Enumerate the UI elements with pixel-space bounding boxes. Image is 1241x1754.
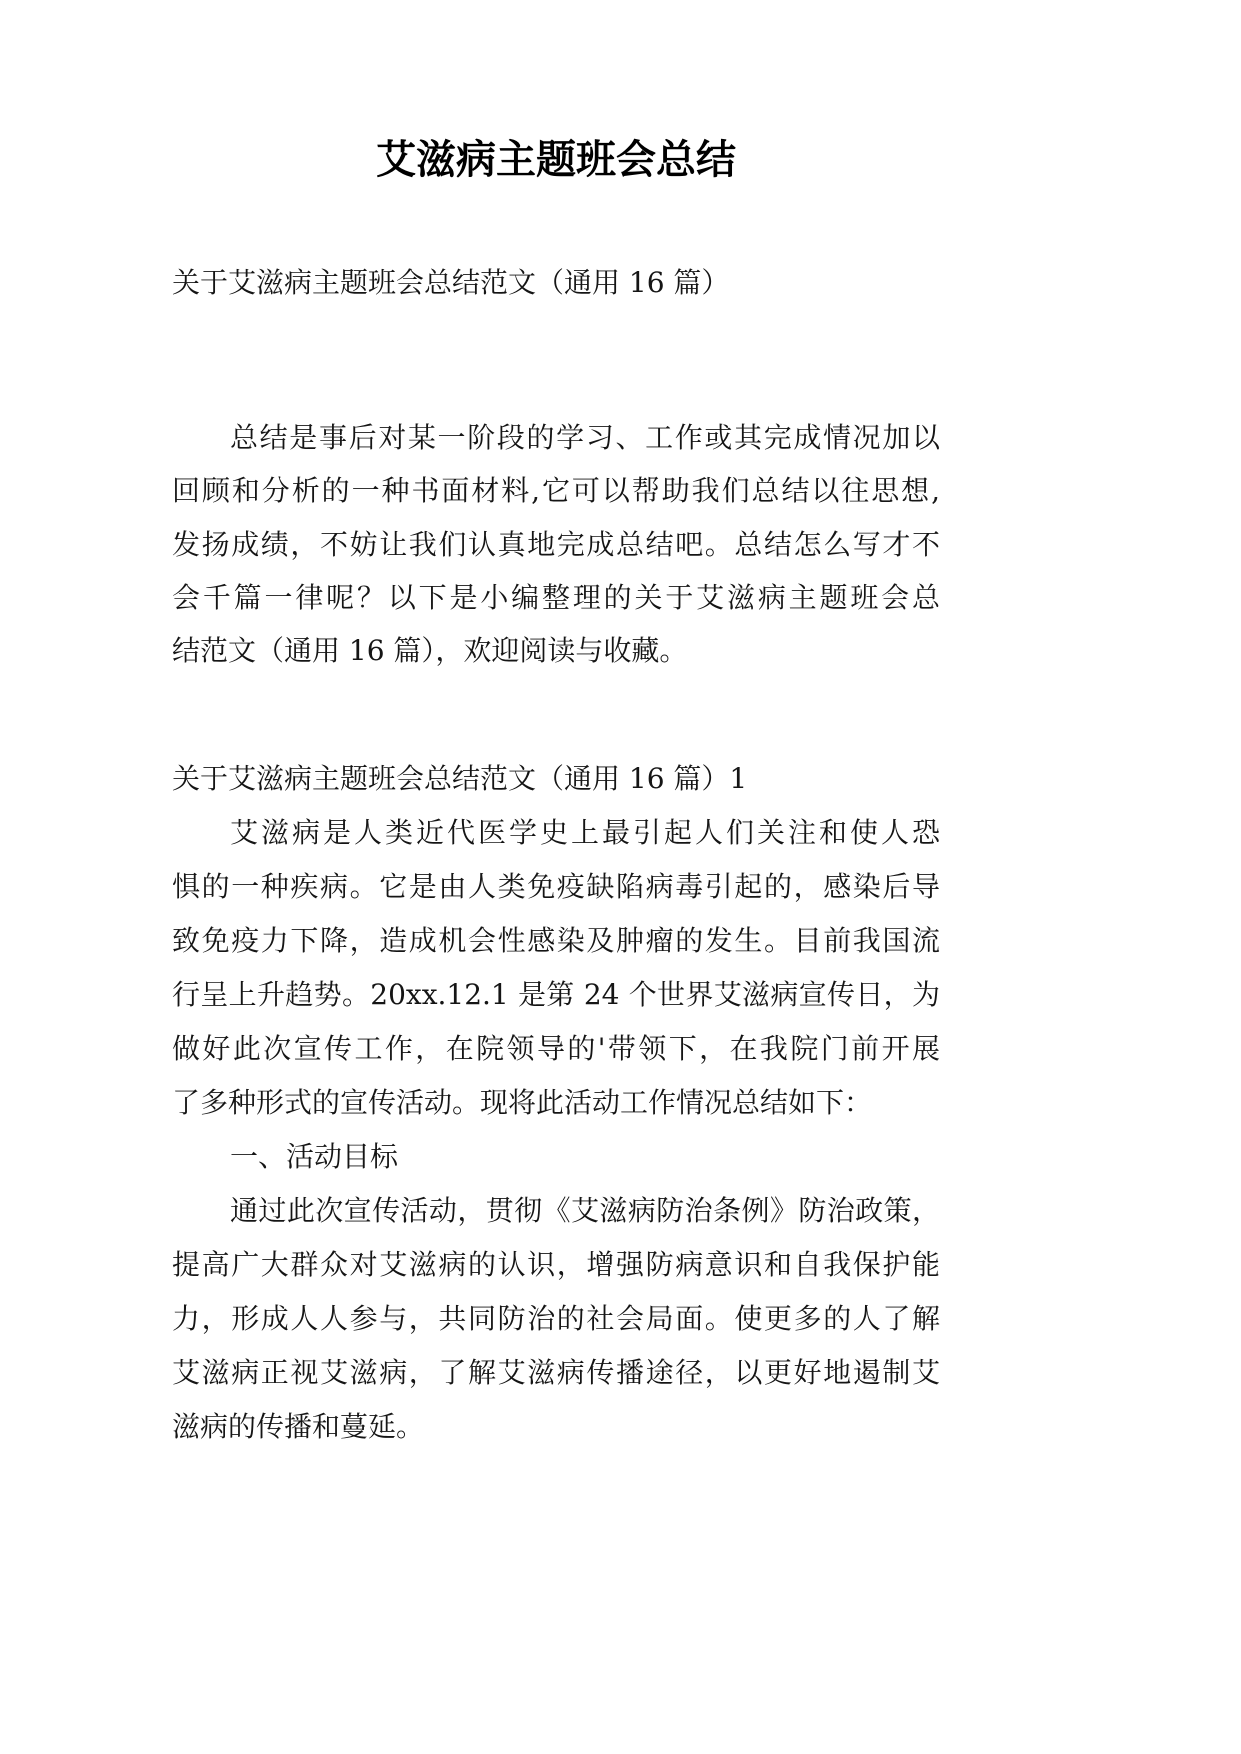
intro-line: 总结是事后对某一阶段的学习、工作或其完成情况加以 [230,421,940,454]
intro-line: 结范文（通用 16 篇），欢迎阅读与收藏。 [172,634,688,668]
document-subtitle-block [172,256,940,310]
paragraph-line: 行呈上升趋势。20xx.12.1 是第 24 个世界艾滋病宣传日，为 [172,978,940,1011]
paragraph-line: 滋病的传播和蔓延。 [172,1410,425,1443]
intro-paragraph [172,411,940,677]
section-paragraph [172,806,940,1130]
subheading-activity-goal [172,1130,940,1184]
paragraph-line: 艾滋病是人类近代医学史上最引起人们关注和使人恐 [230,816,940,849]
section-paragraph [172,1184,940,1454]
intro-line: 发扬成绩，不妨让我们认真地完成总结吧。总结怎么写才不 [172,527,940,561]
paragraph-line: 通过此次宣传活动，贯彻《艾滋病防治条例》防治政策， [230,1194,940,1227]
paragraph-line: 致免疫力下降，造成机会性感染及肿瘤的发生。目前我国流 [172,924,940,957]
section-1 [172,752,940,1454]
intro-line: 回顾和分析的一种书面材料,它可以帮助我们总结以往思想, [172,474,940,508]
subheading-line: 一、活动目标 [230,1140,399,1173]
paragraph-line: 做好此次宣传工作，在院领导的'带领下，在我院门前开展 [172,1032,940,1065]
intro-line: 会千篇一律呢？以下是小编整理的关于艾滋病主题班会总 [172,580,940,614]
section-heading: 关于艾滋病主题班会总结范文（通用 16 篇）1 [172,762,748,795]
paragraph-line: 提高广大群众对艾滋病的认识，增强防病意识和自我保护能 [172,1248,940,1281]
paragraph-line: 了多种形式的宣传活动。现将此活动工作情况总结如下： [172,1086,873,1119]
page-title: 艾滋病主题班会总结 [376,136,736,183]
paragraph-line: 惧的一种疾病。它是由人类免疫缺陷病毒引起的，感染后导 [172,870,940,903]
paragraph-line: 力，形成人人参与，共同防治的社会局面。使更多的人了解 [172,1302,940,1335]
document-subtitle: 关于艾滋病主题班会总结范文（通用 16 篇） [172,266,730,299]
paragraph-line: 艾滋病正视艾滋病，了解艾滋病传播途径，以更好地遏制艾 [172,1356,940,1389]
